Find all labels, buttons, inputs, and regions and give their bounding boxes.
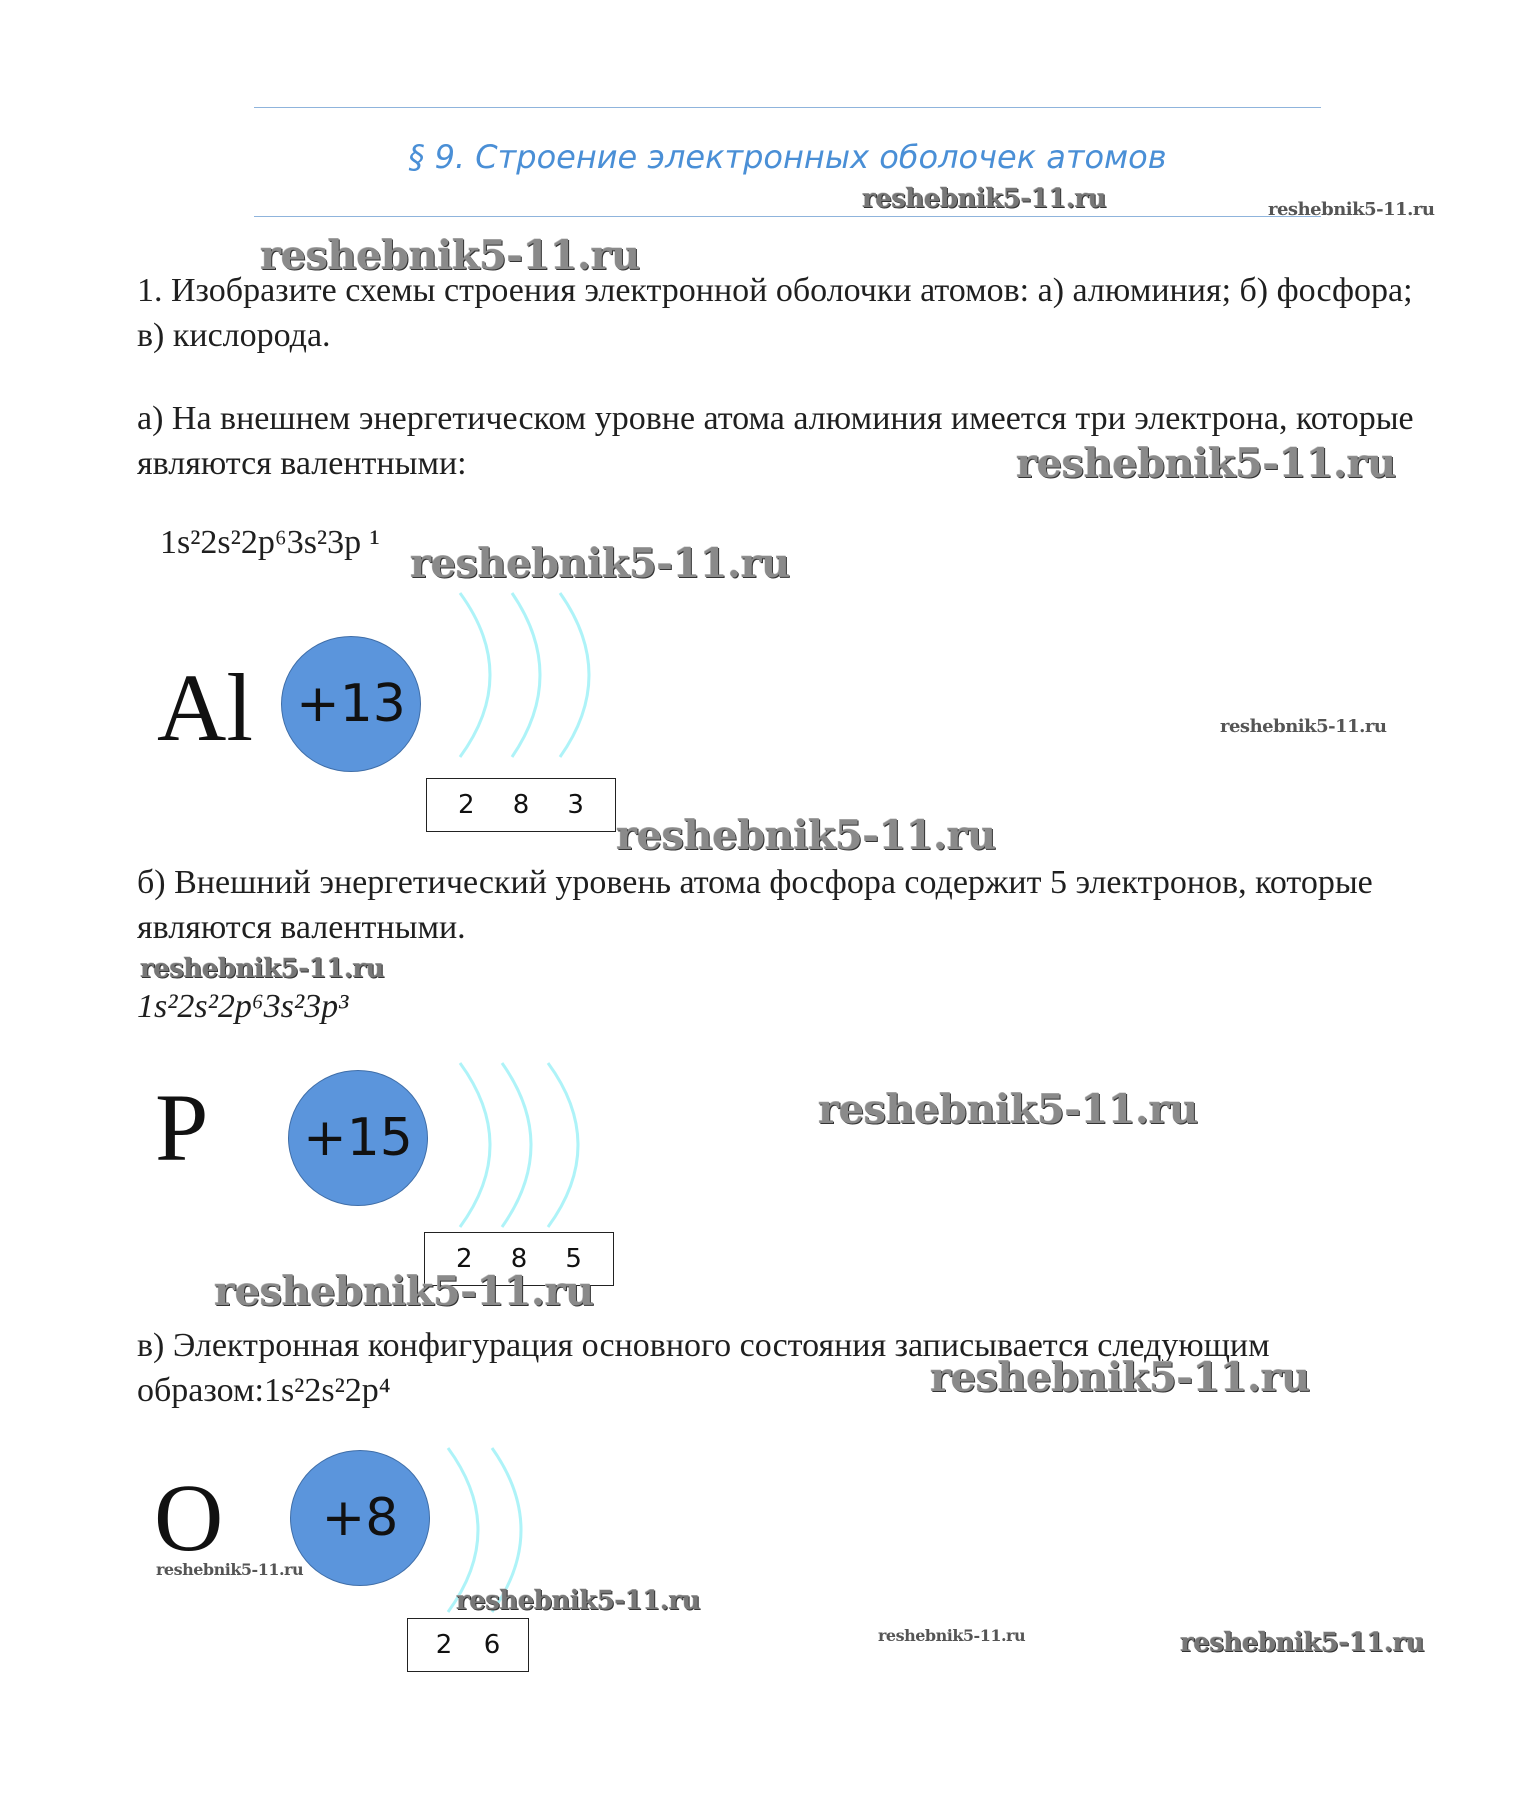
shell-count: 2	[458, 790, 475, 820]
watermark: reshebnik5-11.ru	[930, 1354, 1310, 1401]
oxygen-symbol: O	[154, 1464, 224, 1571]
watermark: reshebnik5-11.ru	[260, 232, 640, 279]
phosphorus-symbol: P	[155, 1074, 209, 1181]
shell-count: 2	[435, 1630, 453, 1660]
watermark: reshebnik5-11.ru	[214, 1268, 594, 1315]
watermark: reshebnik5-11.ru	[156, 1560, 304, 1579]
aluminum-shell-arcs	[440, 585, 620, 765]
watermark: reshebnik5-11.ru	[140, 954, 385, 984]
phosphorus-nucleus: +15	[288, 1070, 428, 1206]
shell-arc-3	[560, 593, 589, 757]
shell-arc-1	[460, 1063, 490, 1227]
watermark: reshebnik5-11.ru	[1268, 199, 1435, 220]
shell-arc-2	[502, 1063, 531, 1227]
phosphorus-shell-arcs	[440, 1055, 620, 1235]
shell-count: 6	[483, 1630, 501, 1660]
aluminum-nucleus: +13	[281, 636, 421, 772]
watermark: reshebnik5-11.ru	[1016, 440, 1396, 487]
oxygen-formula: 1s²2s²2p⁴	[263, 1372, 391, 1409]
aluminum-symbol: Al	[157, 654, 253, 761]
question-text: 1. Изобразите схемы строения электронной оболочки атомов: а) алюминия; б) фосфора; в) кислорода.	[137, 272, 1413, 354]
phosphorus-formula	[137, 988, 348, 1026]
watermark: reshebnik5-11.ru	[818, 1086, 1198, 1133]
watermark: reshebnik5-11.ru	[862, 184, 1107, 214]
aluminum-formula-text: 1s²2s²2p⁶3s²3p ¹	[160, 524, 380, 561]
watermark: reshebnik5-11.ru	[616, 812, 996, 859]
watermark: reshebnik5-11.ru	[456, 1586, 701, 1616]
header-bottom-rule	[254, 216, 1321, 217]
page-title: § 9. Строение электронных оболочек атомов	[408, 138, 1167, 176]
aluminum-intro: а) На внешнем энергетическом уровне атома алюминия имеется три электрона, которые являются валентными:	[137, 400, 1414, 482]
shell-arc-2	[512, 593, 540, 757]
phosphorus-intro: б) Внешний энергетический уровень атома фосфора содержит 5 электронов, которые являются валентными.	[137, 864, 1373, 946]
oxygen-nucleus: +8	[290, 1450, 430, 1586]
oxygen-intro-text: в) Электронная конфигурация основного состояния записывается следующим образом:	[137, 1327, 1270, 1409]
shell-count: 5	[565, 1244, 582, 1274]
watermark: reshebnik5-11.ru	[1180, 1628, 1425, 1658]
shell-count: 3	[567, 790, 584, 820]
aluminum-shell-box	[426, 778, 616, 832]
watermark: reshebnik5-11.ru	[878, 1626, 1026, 1645]
header-top-rule	[254, 107, 1321, 108]
shell-arc-3	[548, 1063, 578, 1227]
phosphorus-formula-text: 1s²2s²2p⁶3s²3p³	[137, 988, 349, 1025]
watermark: reshebnik5-11.ru	[1220, 716, 1387, 737]
shell-count: 2	[456, 1244, 473, 1274]
shell-count: 8	[512, 790, 530, 820]
shell-count: 8	[510, 1244, 528, 1274]
oxygen-shell-box	[407, 1618, 529, 1672]
watermark: reshebnik5-11.ru	[410, 540, 790, 587]
aluminum-formula	[160, 524, 380, 562]
shell-arc-1	[460, 593, 490, 757]
